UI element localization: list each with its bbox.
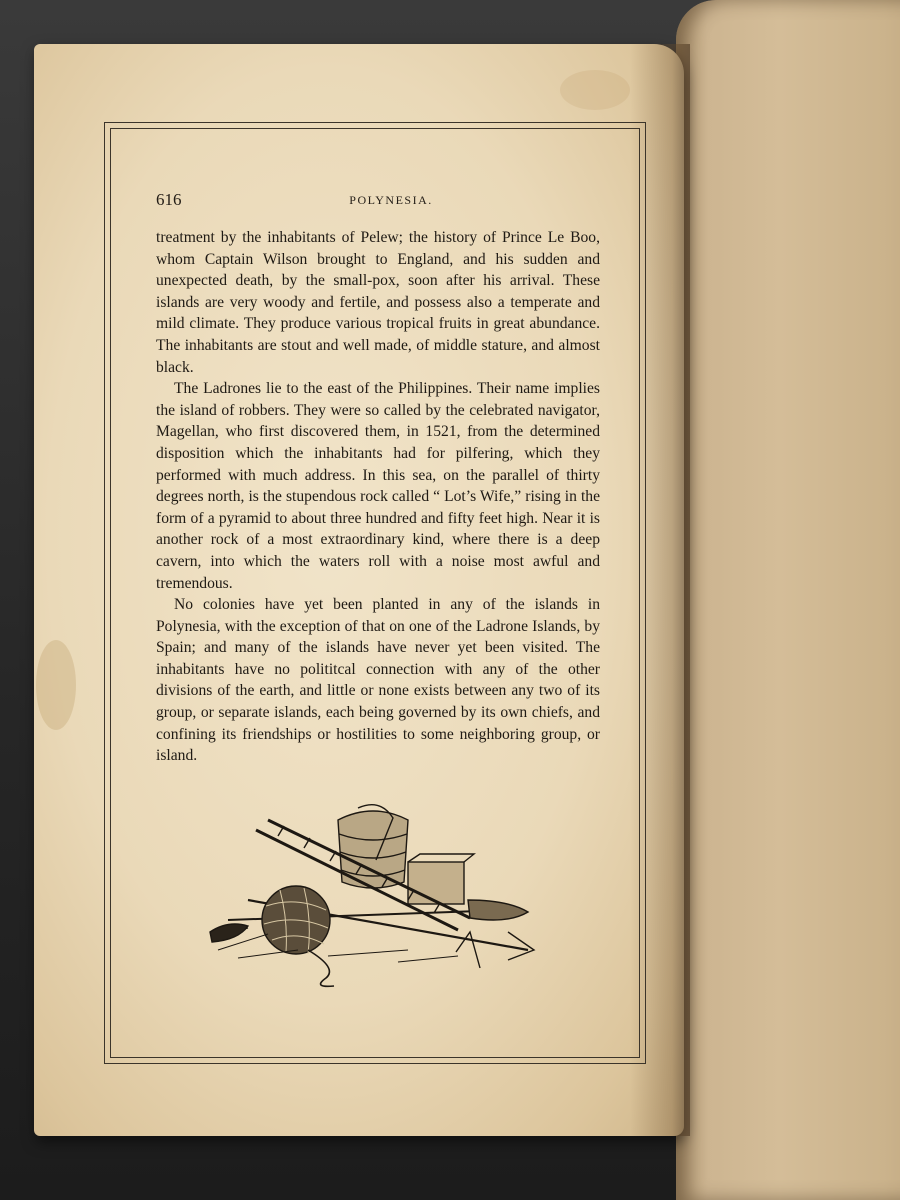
page-number: 616 [156, 190, 182, 209]
page-header [156, 190, 626, 214]
paragraph: No colonies have yet been planted in any of the islands in Polynesia, with the exception of that on one of the Ladrone Islands, by Spain; and many of the islands have never yet been visited. The inhabitants have no polititcal connection with any of the other divisions of the earth, and little or none exists between any two of its group, or separate islands, each being governed by its own chiefs, and confining its friendships or hostilities to some neighboring group, or island. [156, 596, 600, 765]
page-stain [36, 640, 76, 730]
running-head: POLYNESIA. [349, 193, 433, 207]
paragraph: treatment by the inhabitants of Pelew; the history of Prince Le Boo, whom Captain Wilson brought to England, and his sudden and unexpected death, by the small-pox, soon after his arrival. These islands are very woody and fertile, and possess also a temperate and mild climate. They produce various tropical fruits in great abundance. The inhabitants are stout and well made, of middle stature, and almost black. [156, 229, 600, 376]
page-stain [560, 70, 630, 110]
paragraph: The Ladrones lie to the east of the Philippines. Their name implies the island of robbers. They were so called by the celebrated navigator, Magellan, who first discovered them, in 1521, from the determined disposition which the inhabitants had for pilfering, which they performed with much address. In this sea, on the parallel of thirty degrees north, is the stupendous rock called “ Lot’s Wife,” rising in the form of a pyramid to about three hundred and fifty feet high. Near it is another rock of a most extraordinary kind, where there is a deep cavern, into which the waters roll with a noise most awful and tremendous. [156, 380, 600, 592]
facing-page [676, 0, 900, 1200]
still-life-engraving-icon [208, 800, 538, 990]
body-text [156, 227, 600, 767]
